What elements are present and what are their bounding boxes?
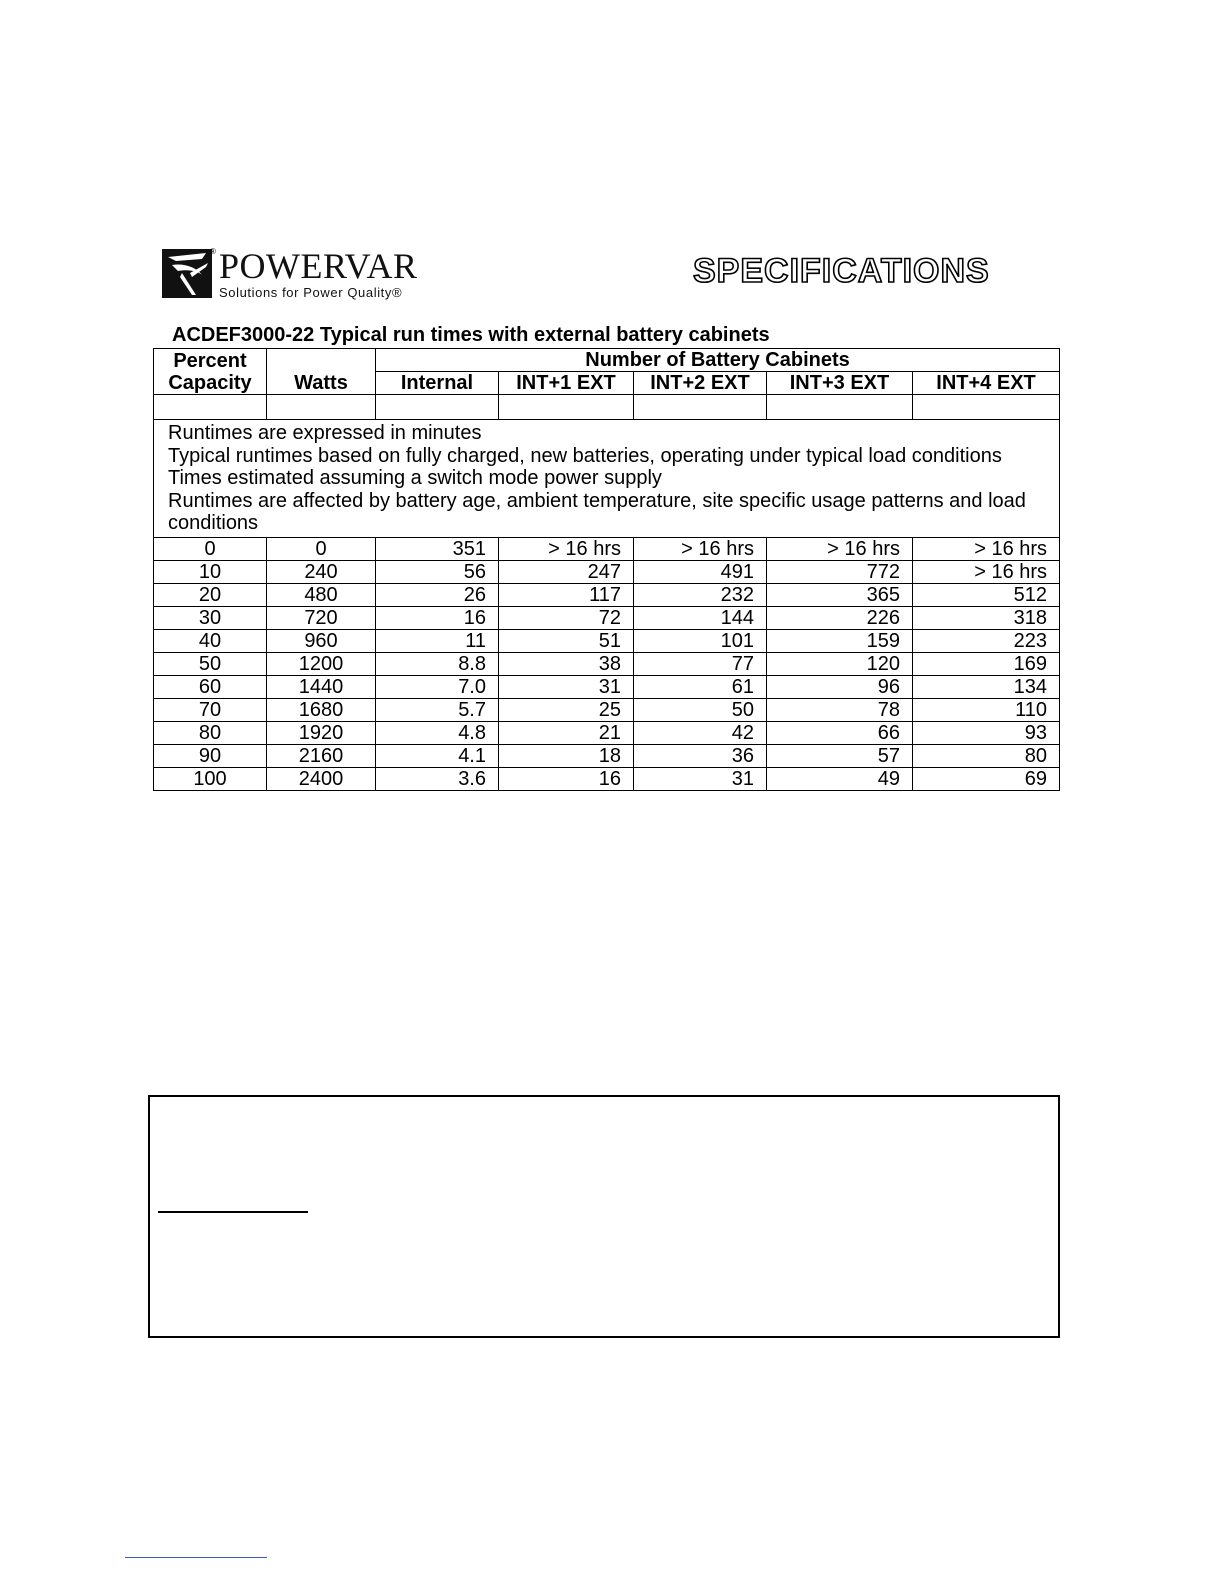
table-row — [154, 767, 1060, 790]
note-line: Runtimes are expressed in minutes — [168, 422, 482, 444]
table-row — [154, 698, 1060, 721]
footer-link-underline — [125, 1557, 267, 1558]
registered-mark: ® — [210, 247, 216, 256]
runtime-cell: 61 — [634, 675, 767, 698]
watts-cell: 2400 — [267, 767, 376, 790]
runtime-cell: 66 — [767, 721, 913, 744]
runtime-cell: 49 — [767, 767, 913, 790]
runtime-cell: 232 — [634, 583, 767, 606]
header-percent-capacity — [154, 349, 267, 395]
watts-cell: 960 — [267, 629, 376, 652]
percent-cell: 70 — [154, 698, 267, 721]
runtime-cell: 4.1 — [376, 744, 499, 767]
runtime-cell: 80 — [913, 744, 1060, 767]
table-row — [154, 721, 1060, 744]
watts-cell: 1680 — [267, 698, 376, 721]
table-title: ACDEF3000-22 Typical run times with external battery cabinets — [172, 324, 770, 346]
runtime-cell: 57 — [767, 744, 913, 767]
runtime-cell: 4.8 — [376, 721, 499, 744]
runtime-cell: 117 — [499, 583, 634, 606]
runtime-cell: 120 — [767, 652, 913, 675]
watts-cell: 0 — [267, 537, 376, 560]
percent-cell: 90 — [154, 744, 267, 767]
watts-cell: 1920 — [267, 721, 376, 744]
percent-cell: 10 — [154, 560, 267, 583]
runtime-cell: 21 — [499, 721, 634, 744]
note-line: Typical runtimes based on fully charged, new batteries, operating under typical load conditions — [168, 444, 1002, 467]
note-line: Runtimes are affected by battery age, ambient temperature, site specific usage patterns and load conditions — [168, 489, 1026, 534]
runtime-cell: 247 — [499, 560, 634, 583]
table-header-row — [154, 349, 1060, 372]
runtime-cell: 56 — [376, 560, 499, 583]
table-body — [154, 537, 1060, 790]
runtime-cell: 25 — [499, 698, 634, 721]
table-row — [154, 560, 1060, 583]
watts-cell: 480 — [267, 583, 376, 606]
blank-cell — [767, 395, 913, 420]
runtime-cell: > 16 hrs — [767, 537, 913, 560]
runtime-cell: 226 — [767, 606, 913, 629]
runtime-cell: > 16 hrs — [634, 537, 767, 560]
header-int3: INT+3 EXT — [767, 372, 913, 395]
percent-cell: 20 — [154, 583, 267, 606]
runtime-cell: 42 — [634, 721, 767, 744]
runtime-cell: 18 — [499, 744, 634, 767]
note-line: Times estimated assuming a switch mode power supply — [168, 467, 662, 489]
powervar-logo — [162, 246, 462, 301]
runtime-cell: 31 — [634, 767, 767, 790]
runtime-cell: 50 — [634, 698, 767, 721]
runtime-cell: 512 — [913, 583, 1060, 606]
table-row — [154, 629, 1060, 652]
header-int4: INT+4 EXT — [913, 372, 1060, 395]
table-row — [154, 606, 1060, 629]
runtime-cell: 144 — [634, 606, 767, 629]
header-int1: INT+1 EXT — [499, 372, 634, 395]
specifications-title: SPECIFICATIONS — [693, 252, 990, 290]
runtime-cell: 7.0 — [376, 675, 499, 698]
percent-cell: 40 — [154, 629, 267, 652]
percent-cell: 100 — [154, 767, 267, 790]
runtime-cell: 11 — [376, 629, 499, 652]
table-row — [154, 583, 1060, 606]
blank-cell — [634, 395, 767, 420]
header-percent-label: Percent — [173, 349, 247, 372]
runtime-cell: > 16 hrs — [499, 537, 634, 560]
blank-cell — [913, 395, 1060, 420]
runtime-table — [153, 348, 1060, 791]
blank-cell — [376, 395, 499, 420]
table-row — [154, 652, 1060, 675]
runtime-cell: 491 — [634, 560, 767, 583]
percent-cell: 80 — [154, 721, 267, 744]
runtime-cell: 16 — [376, 606, 499, 629]
percent-cell: 0 — [154, 537, 267, 560]
brand-name: POWERVAR — [219, 246, 418, 286]
notes-row — [154, 420, 1060, 538]
blank-cell — [154, 395, 267, 420]
percent-cell: 50 — [154, 652, 267, 675]
runtime-cell: 101 — [634, 629, 767, 652]
blank-cell — [267, 395, 376, 420]
blank-row — [154, 395, 1060, 420]
table-row — [154, 744, 1060, 767]
runtime-cell: 169 — [913, 652, 1060, 675]
watts-cell: 720 — [267, 606, 376, 629]
header-battery-cabinets: Number of Battery Cabinets — [376, 349, 1060, 372]
runtime-cell: 69 — [913, 767, 1060, 790]
runtime-cell: 93 — [913, 721, 1060, 744]
runtime-cell: 78 — [767, 698, 913, 721]
runtime-cell: 96 — [767, 675, 913, 698]
watts-cell: 1440 — [267, 675, 376, 698]
runtime-cell: 3.6 — [376, 767, 499, 790]
brand-tagline: Solutions for Power Quality® — [219, 285, 403, 300]
runtime-cell: 8.8 — [376, 652, 499, 675]
powervar-logo-icon — [162, 249, 212, 298]
runtime-cell: 134 — [913, 675, 1060, 698]
blank-cell — [499, 395, 634, 420]
note-box — [148, 1095, 1060, 1338]
runtime-cell: > 16 hrs — [913, 560, 1060, 583]
runtime-cell: 38 — [499, 652, 634, 675]
runtime-cell: > 16 hrs — [913, 537, 1060, 560]
header-internal: Internal — [376, 372, 499, 395]
runtime-cell: 318 — [913, 606, 1060, 629]
watts-cell: 240 — [267, 560, 376, 583]
runtime-cell: 351 — [376, 537, 499, 560]
header-int2: INT+2 EXT — [634, 372, 767, 395]
runtime-cell: 16 — [499, 767, 634, 790]
runtime-cell: 772 — [767, 560, 913, 583]
runtime-cell: 110 — [913, 698, 1060, 721]
runtime-cell: 223 — [913, 629, 1060, 652]
percent-cell: 60 — [154, 675, 267, 698]
header-watts: Watts — [267, 349, 376, 395]
watts-cell: 2160 — [267, 744, 376, 767]
notes-cell — [154, 420, 1060, 538]
runtime-cell: 72 — [499, 606, 634, 629]
note-underline — [158, 1211, 308, 1213]
percent-cell: 30 — [154, 606, 267, 629]
runtime-cell: 77 — [634, 652, 767, 675]
runtime-cell: 159 — [767, 629, 913, 652]
runtime-cell: 26 — [376, 583, 499, 606]
runtime-cell: 36 — [634, 744, 767, 767]
runtime-cell: 365 — [767, 583, 913, 606]
watts-cell: 1200 — [267, 652, 376, 675]
table-row — [154, 537, 1060, 560]
table-row — [154, 675, 1060, 698]
header-capacity-label: Capacity — [168, 371, 252, 394]
runtime-cell: 5.7 — [376, 698, 499, 721]
runtime-cell: 31 — [499, 675, 634, 698]
runtime-cell: 51 — [499, 629, 634, 652]
